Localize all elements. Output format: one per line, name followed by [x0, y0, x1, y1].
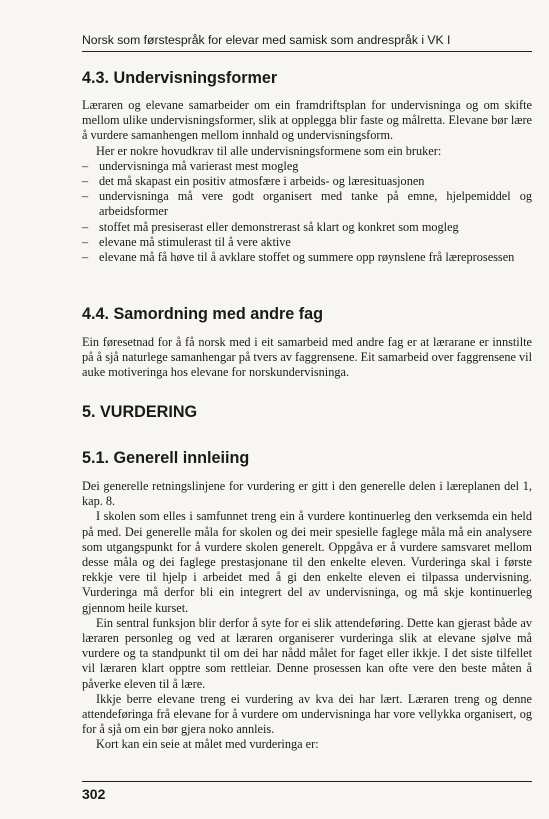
heading-4-3: 4.3. Undervisningsformer [82, 69, 278, 87]
paragraph: I skolen som elles i samfunnet treng ein å vurdere kontinuerleg den verksemda ein held på med. Dei generelle måla for skolen og dei meir spesielle faglege måla må ein analysere som utgangspunkt for å vurdere skolen generelt. Oppgåva er å vurdere samsvaret mellom desse måla og dei faglege prestasjonane til den enkelte eleven. Vurderinga skal i første rekkje vere til hjelp i arbeidet med å gi den enkelte eleven ei tilpassa undervisning. Vurderinga må derfor bli ein integrert del av undervisninga, og må skje kontinuerleg gjennom heile kurset. [82, 509, 532, 615]
list-marker: – [82, 250, 89, 265]
section-5-1-body [82, 479, 532, 753]
paragraph: Ein føresetnad for å få norsk med i eit samarbeid med andre fag er at lærarane er innstilte på å sjå naturlege samanhengar på tvers av faggrensene. Eit samarbeid over faggrensene vil auke motiveringa hos elevane for norskundervisninga. [82, 335, 533, 380]
heading-4-4: 4.4. Samordning med andre fag [82, 305, 324, 323]
paragraph: Dei generelle retningslinjene for vurdering er gitt i den generelle delen i læreplanen del 1, kap. 8. [82, 479, 532, 509]
list-item: – elevane må få høve til å avklare stoffet og summere opp røynslene frå læreprosessen [82, 250, 515, 265]
section-4-4-body [82, 335, 532, 381]
paragraph: Læraren og elevane samarbeider om ein framdriftsplan for undervisninga og om skifte mellom ulike undervisningsformer, slik at opplegga blir faste og målretta. Elevane bør lære å vurdere samanhengen mellom innhald og undervisningsform. [82, 98, 532, 143]
running-head: Norsk som førstespråk for elevar med samisk som andrespråk i VK I [82, 33, 451, 47]
requirements-list [82, 159, 532, 265]
list-item: – stoffet må presiserast eller demonstrerast så klart og konkret som mogleg [82, 219, 459, 234]
header-rule [82, 51, 532, 52]
list-marker: – [82, 219, 89, 234]
heading-5-1: 5.1. Generell innleiing [82, 449, 250, 467]
footer-rule [82, 781, 532, 782]
paragraph: Ein sentral funksjon blir derfor å syte for ei slik attendeføring. Dette kan gjerast både av læraren personleg og ved at læraren organiserer vurderinga slik at elevane sjølve må vurdere og ta standpunkt til om dei har nådd målet for faget eller ikkje. I det siste tilfellet vil læraren klart opptre som rettleiar. Denne prosessen kan ofte vere den beste måten å påverke eleven til å lære. [82, 615, 532, 691]
list-marker: – [82, 174, 89, 189]
paragraph: Kort kan ein seie at målet med vurderinga er: [96, 737, 319, 752]
list-item: – det må skapast ein positiv atmosfære i arbeids- og læresituasjonen [82, 174, 425, 189]
list-item: – undervisninga må varierast mest mogleg [82, 158, 299, 173]
paragraph: Ikkje berre elevane treng ei vurdering av kva dei har lært. Læraren treng og denne attendeføringa frå elevane for å vurdere om undervisninga har vore vellykka organisert, og for å sjå om ein bør gjera noko annleis. [82, 691, 532, 737]
paragraph: Her er nokre hovudkrav til alle undervisningsformene som ein bruker: [96, 143, 442, 158]
heading-5: 5. VURDERING [82, 403, 198, 421]
list-item: – elevane må stimulerast til å vere aktive [82, 234, 291, 249]
page-number: 302 [82, 786, 106, 802]
list-marker: – [82, 189, 89, 204]
section-4-3-body [82, 98, 532, 265]
list-item: – undervisninga må vere godt organisert med tanke på emne, hjelpemiddel og arbeidsformer [82, 189, 532, 219]
list-marker: – [82, 234, 89, 249]
list-marker: – [82, 158, 89, 173]
